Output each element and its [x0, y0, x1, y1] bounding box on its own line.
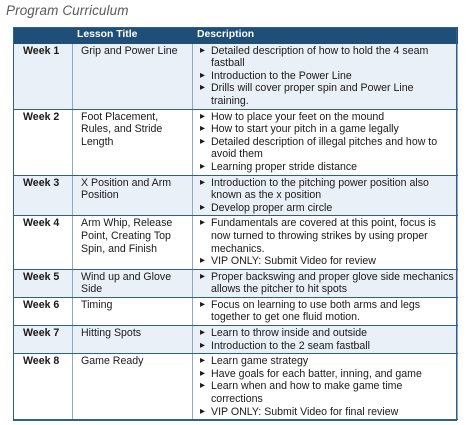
lesson-description	[193, 354, 458, 420]
list-item	[198, 161, 454, 174]
list-item	[198, 70, 454, 83]
bullet-arrow-icon: ▸	[200, 355, 206, 367]
bullet-arrow-icon: ▸	[200, 69, 206, 81]
lesson-title: Foot Placement, Rules, and Stride Length	[73, 109, 193, 175]
bullet-arrow-icon: ▸	[200, 123, 206, 135]
lesson-description	[193, 326, 458, 354]
bullet-arrow-icon: ▸	[200, 217, 206, 229]
header-row	[14, 28, 458, 44]
table-row	[14, 109, 458, 175]
list-item	[198, 123, 454, 136]
description-list	[198, 177, 454, 215]
bullet-arrow-icon: ▸	[200, 135, 206, 147]
week-label: Week 2	[14, 109, 73, 175]
list-item-text: Have goals for each batter, inning, and game	[211, 367, 422, 380]
list-item	[198, 255, 454, 268]
lesson-title: Timing	[73, 297, 193, 325]
description-list	[198, 111, 454, 174]
week-label: Week 3	[14, 175, 73, 216]
lesson-title: Grip and Power Line	[73, 43, 193, 109]
list-item-text: Learning proper stride distance	[211, 160, 358, 173]
description-list	[198, 327, 454, 352]
lesson-description	[193, 175, 458, 216]
list-item-text: VIP ONLY: Submit Video for review	[211, 255, 376, 268]
header-lesson-title: Lesson Title	[73, 28, 193, 44]
list-item	[198, 368, 454, 381]
description-list	[198, 45, 454, 108]
bullet-arrow-icon: ▸	[200, 298, 206, 310]
list-item-text: How to place your feet on the mound	[211, 110, 385, 123]
description-list	[198, 355, 454, 418]
lesson-description	[193, 216, 458, 269]
week-label: Week 6	[14, 297, 73, 325]
list-item	[198, 217, 454, 255]
list-item-text: Introduction to the 2 seam fastball	[211, 339, 370, 352]
bullet-arrow-icon: ▸	[200, 270, 206, 282]
table-header	[14, 28, 458, 44]
list-item-text: Learn when and how to make game time corrections	[211, 380, 403, 406]
list-item-text: Drills will cover proper spin and Power Line training.	[211, 82, 414, 107]
lesson-description	[193, 43, 458, 109]
page-title: Program Curriculum	[6, 3, 129, 18]
list-item-text: VIP ONLY: Submit Video for final review	[211, 405, 399, 418]
list-item	[198, 380, 454, 405]
list-item	[198, 340, 454, 353]
week-label: Week 4	[14, 216, 73, 269]
table-row	[14, 326, 458, 354]
bullet-arrow-icon: ▸	[200, 339, 206, 351]
list-item	[198, 202, 454, 215]
list-item-text: Learn to throw inside and outside	[211, 327, 368, 340]
bullet-arrow-icon: ▸	[200, 82, 206, 94]
bullet-arrow-icon: ▸	[200, 327, 206, 339]
lesson-title: Hitting Spots	[73, 326, 193, 354]
table-row	[14, 297, 458, 325]
table-body	[14, 43, 458, 420]
table-row	[14, 43, 458, 109]
list-item	[198, 271, 454, 296]
week-label: Week 1	[14, 43, 73, 109]
curriculum-table	[13, 27, 458, 420]
bullet-arrow-icon: ▸	[200, 380, 206, 392]
bullet-arrow-icon: ▸	[200, 176, 206, 188]
list-item	[198, 327, 454, 340]
header-week	[14, 28, 73, 44]
header-description: Description	[193, 28, 458, 44]
description-list	[198, 271, 454, 296]
lesson-title: Wind up and Glove Side	[73, 269, 193, 297]
lesson-description	[193, 269, 458, 297]
list-item	[198, 45, 454, 70]
week-label: Week 5	[14, 269, 73, 297]
bullet-arrow-icon: ▸	[200, 110, 206, 122]
bullet-arrow-icon: ▸	[200, 160, 206, 172]
lesson-description	[193, 109, 458, 175]
bullet-arrow-icon: ▸	[200, 201, 206, 213]
list-item	[198, 111, 454, 124]
list-item-text: Develop proper arm circle	[211, 201, 333, 214]
list-item-text: Detailed description of how to hold the 4 seam fastball	[211, 44, 429, 70]
description-list	[198, 299, 454, 324]
lesson-title: Arm Whip, Release Point, Creating Top Spin, and Finish	[73, 216, 193, 269]
bullet-arrow-icon: ▸	[200, 255, 206, 267]
list-item	[198, 355, 454, 368]
list-item-text: Fundamentals are covered at this point, focus is now turned to throwing strikes by using proper mechanics.	[211, 217, 436, 255]
list-item-text: Focus on learning to use both arms and legs together to get one fluid motion.	[211, 298, 421, 324]
list-item	[198, 136, 454, 161]
list-item	[198, 82, 454, 107]
week-label: Week 7	[14, 326, 73, 354]
list-item-text: Introduction to the Power Line	[211, 69, 352, 82]
list-item-text: How to start your pitch in a game legally	[211, 123, 399, 136]
bullet-arrow-icon: ▸	[200, 367, 206, 379]
list-item-text: Proper backswing and proper glove side mechanics allows the pitcher to hit spots	[211, 270, 454, 296]
list-item	[198, 299, 454, 324]
table-row	[14, 354, 458, 420]
description-list	[198, 217, 454, 267]
bullet-arrow-icon: ▸	[200, 44, 206, 56]
list-item-text: Introduction to the pitching power position also known as the x position	[211, 176, 429, 202]
week-label: Week 8	[14, 354, 73, 420]
table-row	[14, 175, 458, 216]
bullet-arrow-icon: ▸	[200, 405, 206, 417]
list-item-text: Learn game strategy	[211, 355, 309, 368]
table-row	[14, 216, 458, 269]
list-item-text: Detailed description of illegal pitches and how to avoid them	[211, 135, 438, 161]
lesson-title: X Position and Arm Position	[73, 175, 193, 216]
table-row	[14, 269, 458, 297]
lesson-description	[193, 297, 458, 325]
list-item	[198, 177, 454, 202]
lesson-title: Game Ready	[73, 354, 193, 420]
list-item	[198, 406, 454, 419]
